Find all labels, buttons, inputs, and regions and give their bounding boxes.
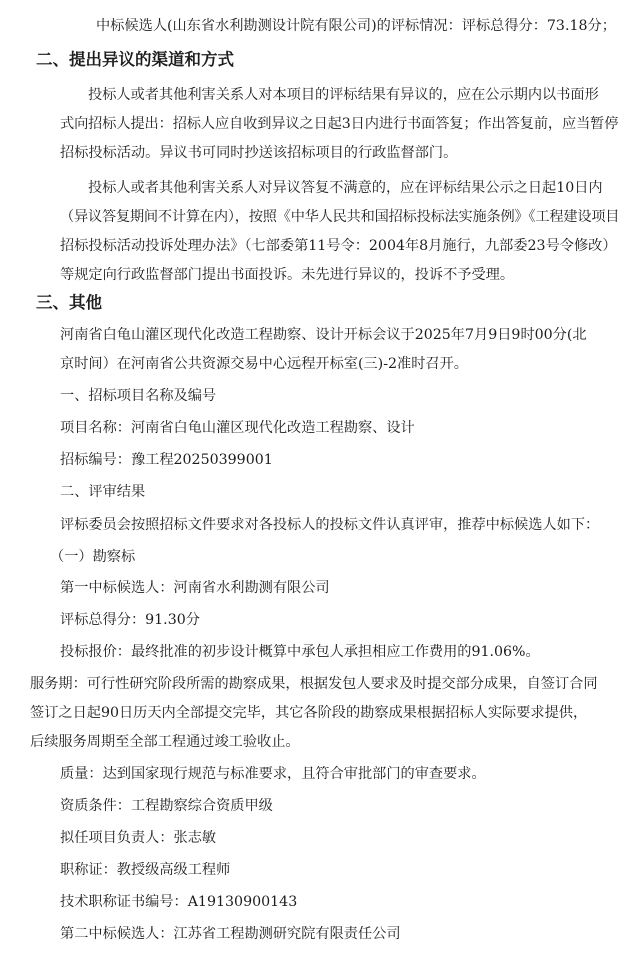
section3-para1-line2: 京时间）在河南省公共资源交易中心远程开标室(三)-2准时召开。 [60, 356, 468, 372]
subsection1-title: 一、招标项目名称及编号 [60, 388, 217, 404]
section3-heading: 三、其他 [36, 293, 102, 312]
certificate-number: 技术职称证书编号：A19130900143 [60, 894, 298, 910]
section3-para1-line1: 河南省白龟山灌区现代化改造工程勘察、设计开标会议于2025年7月9日9时00分(北 [60, 327, 587, 343]
section2-para1-line3: 招标投标活动。异议书可同时抄送该招标项目的行政监督部门。 [60, 145, 458, 161]
qualification: 资质条件：工程勘察综合资质甲级 [60, 798, 273, 814]
section2-para1-line1: 投标人或者其他利害关系人对本项目的评标结果有异议的，应在公示期内以书面形 [88, 87, 599, 103]
section2-para1-line2: 式向招标人提出：招标人应自收到异议之日起3日内进行书面答复；作出答复前，应当暂停 [60, 116, 619, 132]
total-score: 评标总得分：91.30分 [60, 612, 200, 628]
bid-number: 招标编号：豫工程20250399001 [60, 452, 273, 468]
lot-title: （一）勘察标 [50, 549, 136, 565]
bid-price: 投标报价：最终批准的初步设计概算中承包人承担相应工作费用的91.06%。 [60, 644, 540, 660]
section2-heading: 二、提出异议的渠道和方式 [36, 50, 234, 69]
project-name: 项目名称：河南省白龟山灌区现代化改造工程勘察、设计 [60, 420, 415, 436]
quality: 质量：达到国家现行规范与标准要求，且符合审批部门的审查要求。 [60, 766, 486, 782]
service-period-line2: 签订之日起90日历天内全部提交完毕，其它各阶段的勘察成果根据招标人实际要求提供， [30, 705, 588, 721]
subsection2-title: 二、评审结果 [60, 484, 146, 500]
section2-para2-line3: 招标投标活动投诉处理办法》（七部委第11号令：2004年8月施行，九部委23号令修改） [60, 238, 617, 254]
section2-para2-line4: 等规定向行政监督部门提出书面投诉。未先进行异议的，投诉不予受理。 [60, 267, 515, 283]
title-certificate: 职称证：教授级高级工程师 [60, 862, 231, 878]
project-leader: 拟任项目负责人：张志敏 [60, 830, 217, 846]
service-period-line3: 后续服务周期至全部工程通过竣工验收止。 [30, 734, 300, 750]
section2-para2-line1: 投标人或者其他利害关系人对异议答复不满意的，应在评标结果公示之日起10日内 [88, 180, 603, 196]
intro-line: 中标候选人(山东省水利勘测设计院有限公司)的评标情况：评标总得分：73.18分； [96, 18, 616, 34]
first-candidate: 第一中标候选人：河南省水利勘测有限公司 [60, 580, 330, 596]
second-candidate: 第二中标候选人：江苏省工程勘测研究院有限责任公司 [60, 926, 401, 942]
service-period-line1: 服务期：可行性研究阶段所需的勘察成果，根据发包人要求及时提交部分成果，自签订合同 [30, 676, 598, 692]
section2-para2-line2: （异议答复期间不计算在内），按照《中华人民共和国招标投标法实施条例》《工程建设项目 [60, 209, 620, 225]
review-intro: 评标委员会按照招标文件要求对各投标人的投标文件认真评审，推荐中标候选人如下： [60, 517, 600, 533]
